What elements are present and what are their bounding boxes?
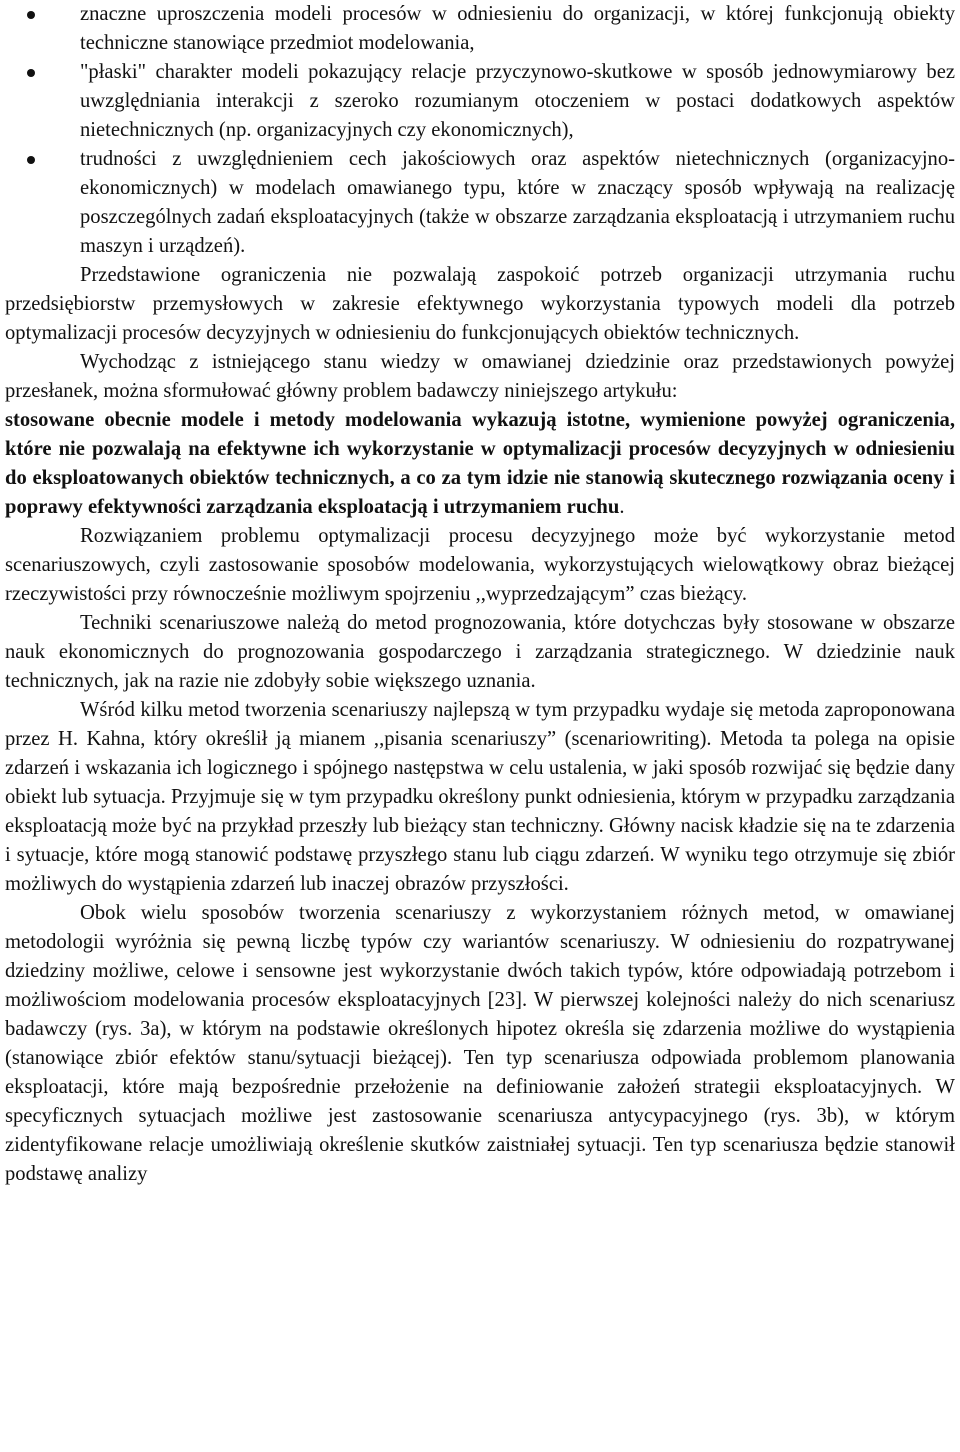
list-item-text: "płaski" charakter modeli pokazujący relacje przyczynowo-skutkowe w sposób jednowymiarowy bez uwzględniania interakcji z szeroko rozumianym otoczeniem w postaci dodatkowych aspektów nietechnicznych (np. organizacyjnych czy ekonomicznych), xyxy=(80,61,955,141)
paragraph-kahn-method: Wśród kilku metod tworzenia scenariuszy najlepszą w tym przypadku wydaje się metoda zaproponowana przez H. Kahna, który określił ją mianem ,,pisania scenariuszy” (scenariowriting). Metoda ta polega na opisie zdarzeń i wskazania ich logicznego i spójnego następstwa w celu ustalenia, w jaki sposób rozwijać się będzie dany obiekt lub sytuacja. Przyjmuje się w tym przypadku określony punkt odniesienia, którym w przypadku zarządzania eksploatacją może być na przykład przeszły lub bieżący stan techniczny. Główny nacisk kładzie się na te zdarzenia i sytuacje, które mogą stanowić podstawę przyszłego stanu lub ciągu zdarzeń. W wyniku tego otrzymuje się zbiór możliwych do wystąpienia zdarzeń lub inaczej obrazów przyszłości. xyxy=(5,699,955,895)
paragraph-research-problem-intro: Wychodząc z istniejącego stanu wiedzy w omawianej dziedzinie oraz przedstawionych powyżej przesłanek, można sformułować główny problem badawczy niniejszego artykułu: xyxy=(5,351,955,402)
bullet-icon xyxy=(27,69,35,77)
paragraph-limitations-summary: Przedstawione ograniczenia nie pozwalają zaspokoić potrzeb organizacji utrzymania ruchu przedsiębiorstw przemysłowych w zakresie efektywnego wykorzystania typowych modeli dla potrzeb optymalizacji procesów decyzyjnych w odniesieniu do funkcjonujących obiektów technicznych. xyxy=(5,264,955,344)
research-problem-period: . xyxy=(619,496,625,518)
research-problem-statement xyxy=(5,406,955,522)
research-problem-text: stosowane obecnie modele i metody modelowania wykazują istotne, wymienione powyżej ograniczenia, które nie pozwalają na efektywne ich wykorzystanie w optymalizacji procesów decyzyjnych w odniesieniu do eksploatowanych obiektów technicznych, a co za tym idzie nie stanowią skutecznego rozwiązania oceny i poprawy efektywności zarządzania eksploatacją i utrzymaniem ruchu xyxy=(5,409,955,518)
list-item xyxy=(5,145,955,261)
paragraph-scenario-methods: Rozwiązaniem problemu optymalizacji procesu decyzyjnego może być wykorzystanie metod scenariuszowych, czyli zastosowanie sposobów modelowania, wykorzystujących wielowątkowy obraz bieżącej rzeczywistości przy równocześnie możliwym spojrzeniu ,,wyprzedzającym” czas bieżący. xyxy=(5,525,955,605)
paragraph-scenario-techniques: Techniki scenariuszowe należą do metod prognozowania, które dotychczas były stosowane w obszarze nauk ekonomicznych do prognozowania gospodarczego i zarządzania strategicznego. W dziedzinie nauk technicznych, jak na razie nie zdobyły sobie większego uznania. xyxy=(5,612,955,692)
bullet-icon xyxy=(27,11,35,19)
bullet-icon xyxy=(27,156,35,164)
paragraph-scenario-types: Obok wielu sposobów tworzenia scenariuszy z wykorzystaniem różnych metod, w omawianej metodologii wyróżnia się pewną liczbę typów czy wariantów scenariuszy. W odniesieniu do rozpatrywanej dziedziny możliwe, celowe i sensowne jest wykorzystanie dwóch takich typów, które odpowiadają potrzebom i możliwościom modelowania procesów eksploatacyjnych [23]. W pierwszej kolejności należy do nich scenariusz badawczy (rys. 3a), w którym na podstawie określonych hipotez określa się zdarzenia możliwe do wystąpienia (stanowiące zbiór efektów stanu/sytuacji bieżącej). Ten typ scenariusza odpowiada problemom planowania eksploatacji, które mają bezpośrednie przełożenie na definiowanie założeń strategii eksploatacyjnych. W specyficznych sytuacjach możliwe jest zastosowanie scenariusza antycypacyjnego (rys. 3b), w którym zidentyfikowane relacje umożliwiają określenie skutków zaistniałej sytuacji. Ten typ scenariusza będzie stanowił podstawę analizy xyxy=(5,902,955,1185)
list-item xyxy=(5,0,955,58)
document-page xyxy=(5,0,955,1189)
limitations-list xyxy=(5,0,955,261)
list-item xyxy=(5,58,955,145)
list-item-text: znaczne uproszczenia modeli procesów w odniesieniu do organizacji, w której funkcjonują obiekty techniczne stanowiące przedmiot modelowania, xyxy=(80,3,955,54)
list-item-text: trudności z uwzględnieniem cech jakościowych oraz aspektów nietechnicznych (organizacyjno-ekonomicznych) w modelach omawianego typu, które w znaczący sposób wpływają na realizację poszczególnych zadań eksploatacyjnych (także w obszarze zarządzania eksploatacją i utrzymaniem ruchu maszyn i urządzeń). xyxy=(80,148,955,257)
